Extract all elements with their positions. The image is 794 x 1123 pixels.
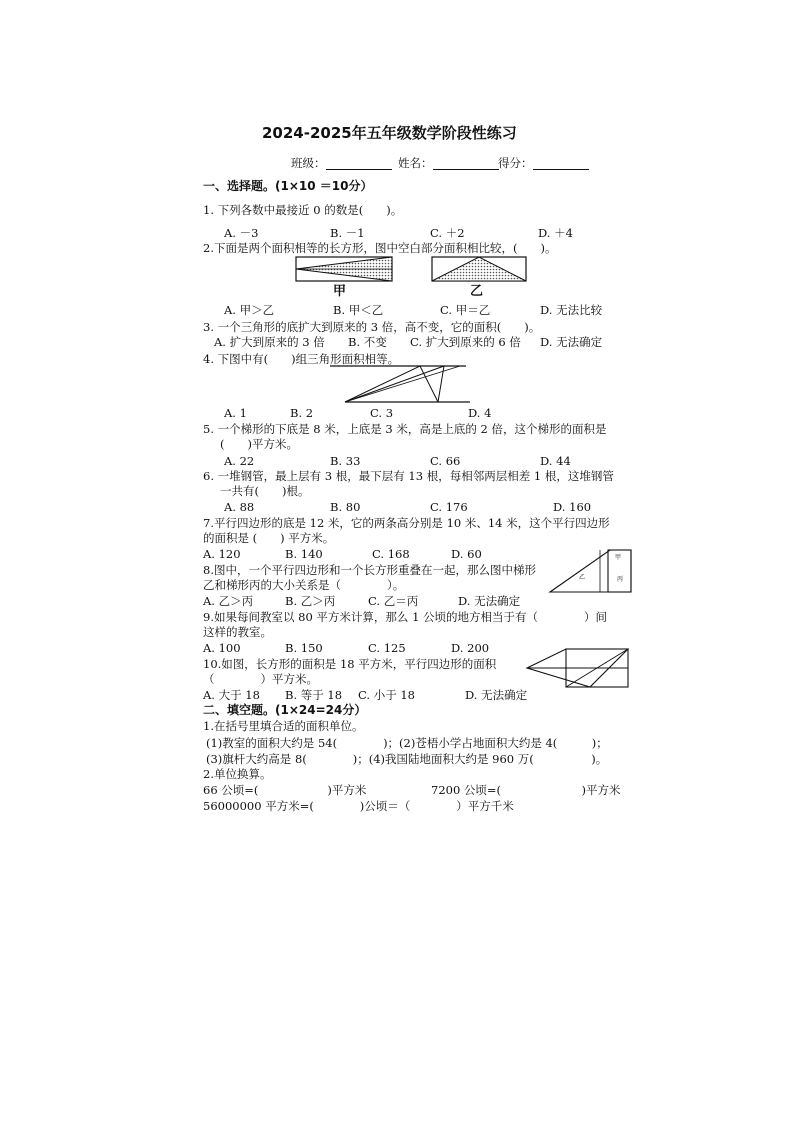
q6-stem-line1: 6. 一堆钢管，最上层有 3 根，最下层有 13 根，每相邻两层相差 1 根，这堆钢管 (203, 469, 614, 483)
s2-q2-conv-c[interactable]: 56000000 平方米=( )公顷＝（ ）平方千米 (203, 799, 514, 813)
s2-q2-conv-b[interactable]: 7200 公顷=( )平方米 (431, 783, 621, 797)
score-blank[interactable] (533, 157, 589, 170)
q2-opt-b[interactable]: B. 甲＜乙 (333, 303, 384, 317)
q1-opt-c[interactable]: C. ＋2 (430, 226, 465, 240)
q9-opt-c[interactable]: C. 125 (368, 641, 406, 655)
q7-opt-a[interactable]: A. 120 (203, 547, 241, 561)
page-title: 2024-2025年五年级数学阶段性练习 (262, 124, 517, 142)
q5-opt-a[interactable]: A. 22 (224, 454, 255, 468)
q4-opt-b[interactable]: B. 2 (290, 406, 314, 420)
section2-heading: 二、填空题。(1×24=24分） (203, 703, 367, 717)
fig-label-jia: 甲 (333, 284, 347, 299)
q5-stem-line1: 5. 一个梯形的下底是 8 米，上底是 3 米，高是上底的 2 倍，这个梯形的面积是 (203, 422, 607, 436)
q6-opt-b[interactable]: B. 80 (330, 500, 361, 514)
name-label: 姓名： (398, 156, 433, 170)
q4-opt-a[interactable]: A. 1 (224, 406, 247, 420)
q9-stem-line2: 这样的教室。 (203, 625, 272, 639)
class-label: 班级： (291, 156, 326, 170)
q3-opt-d[interactable]: D. 无法确定 (540, 335, 603, 349)
q10-opt-d[interactable]: D. 无法确定 (465, 688, 528, 702)
class-field[interactable] (291, 156, 392, 170)
q7-opt-c[interactable]: C. 168 (372, 547, 410, 561)
q8-fig-label-yi: 乙 (579, 574, 586, 581)
s2-q2-stem: 2.单位换算。 (203, 767, 272, 781)
q8-fig-label-bing: 丙 (617, 576, 624, 583)
q2-opt-c[interactable]: C. 甲＝乙 (440, 303, 491, 317)
fig-label-yi: 乙 (470, 284, 484, 299)
q6-opt-a[interactable]: A. 88 (224, 500, 255, 514)
name-blank[interactable] (433, 157, 499, 170)
q1-opt-b[interactable]: B. －1 (330, 226, 365, 240)
q5-stem-line2: ( )平方米。 (220, 437, 298, 451)
s2-q1-line1[interactable]: (1)教室的面积大约是 54( )；(2)苍梧小学占地面积大约是 4( )； (206, 736, 608, 750)
q4-figure (0, 362, 794, 412)
q2-opt-a[interactable]: A. 甲＞乙 (224, 303, 275, 317)
q1-opt-d[interactable]: D. ＋4 (538, 226, 573, 240)
q10-opt-c[interactable]: C. 小于 18 (358, 688, 415, 702)
q9-opt-d[interactable]: D. 200 (451, 641, 490, 655)
s2-q1-stem: 1.在括号里填合适的面积单位。 (203, 719, 364, 733)
q1-opt-a[interactable]: A. －3 (224, 226, 259, 240)
name-field[interactable] (398, 156, 499, 170)
q2-opt-d[interactable]: D. 无法比较 (540, 303, 603, 317)
q10-stem-line1: 10.如图，长方形的面积是 18 平方米，平行四边形的面积 (203, 657, 497, 671)
q10-stem-line2: （ ）平方米。 (203, 672, 318, 686)
q10-opt-a[interactable]: A. 大于 18 (203, 688, 260, 702)
q2-stem: 2.下面是两个面积相等的长方形，图中空白部分面积相比较，( )。 (203, 241, 557, 255)
q7-stem-line1: 7.平行四边形的底是 12 米，它的两条高分别是 10 米、14 米，这个平行四边形 (203, 516, 610, 530)
q6-opt-d[interactable]: D. 160 (553, 500, 592, 514)
q3-opt-b[interactable]: B. 不变 (348, 335, 387, 349)
score-label: 得分： (498, 156, 533, 170)
class-blank[interactable] (326, 157, 392, 170)
q10-figure (0, 643, 794, 693)
q2-figures (0, 256, 794, 296)
q9-opt-b[interactable]: B. 150 (285, 641, 323, 655)
q9-opt-a[interactable]: A. 100 (203, 641, 241, 655)
q4-opt-d[interactable]: D. 4 (468, 406, 492, 420)
q7-opt-b[interactable]: B. 140 (285, 547, 323, 561)
rect-yi-figure (432, 257, 526, 281)
q8-opt-b[interactable]: B. 乙＞丙 (285, 594, 336, 608)
q4-stem: 4. 下图中有( )组三角形面积相等。 (203, 352, 400, 366)
s2-q2-conv-a[interactable]: 66 公顷=( )平方米 (203, 783, 367, 797)
q3-stem: 3. 一个三角形的底扩大到原来的 3 倍，高不变，它的面积( )。 (203, 320, 541, 334)
q8-opt-d[interactable]: D. 无法确定 (458, 594, 521, 608)
q5-opt-d[interactable]: D. 44 (540, 454, 571, 468)
q4-opt-c[interactable]: C. 3 (370, 406, 394, 420)
section1-heading: 一、选择题。(1×10 ＝10分） (203, 179, 373, 193)
q3-opt-c[interactable]: C. 扩大到原来的 6 倍 (410, 335, 521, 349)
q9-stem-line1: 9.如果每间教室以 80 平方米计算，那么 1 公顷的地方相当于有（ ）间 (203, 610, 608, 624)
s2-q1-line2[interactable]: (3)旗杆大约高是 8( )；(4)我国陆地面积大约是 960 万( )。 (206, 752, 608, 766)
q8-stem-line1: 8.图中，一个平行四边形和一个长方形重叠在一起，那么图中梯形 (203, 563, 536, 577)
q3-opt-a[interactable]: A. 扩大到原来的 3 倍 (214, 335, 325, 349)
q7-opt-d[interactable]: D. 60 (451, 547, 482, 561)
q6-opt-c[interactable]: C. 176 (430, 500, 468, 514)
q10-opt-b[interactable]: B. 等于 18 (285, 688, 343, 702)
q1-stem: 1. 下列各数中最接近 0 的数是( )。 (203, 203, 403, 217)
q5-opt-b[interactable]: B. 33 (330, 454, 361, 468)
q8-opt-a[interactable]: A. 乙＞丙 (203, 594, 254, 608)
q8-opt-c[interactable]: C. 乙＝丙 (368, 594, 419, 608)
q8-stem-line2: 乙和梯形丙的大小关系是（ ）。 (203, 578, 405, 592)
q7-stem-line2: 的面积是 ( ) 平方米。 (203, 531, 335, 545)
score-field[interactable] (498, 156, 589, 170)
rect-jia-figure (296, 257, 392, 281)
q8-fig-label-jia: 甲 (615, 554, 622, 561)
q6-stem-line2: 一共有( )根。 (220, 484, 310, 498)
q5-opt-c[interactable]: C. 66 (430, 454, 461, 468)
